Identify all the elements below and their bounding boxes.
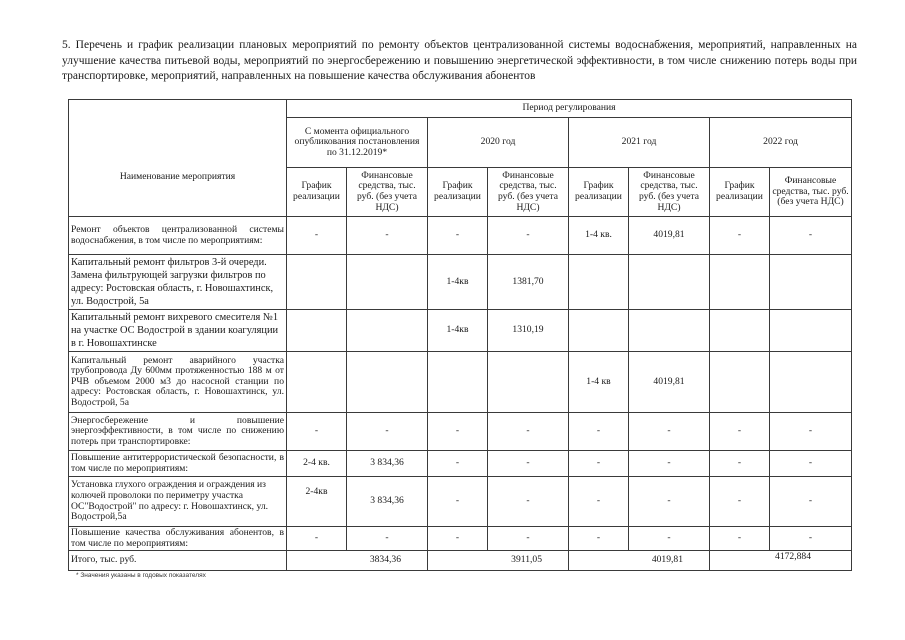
row-name: Капитальный ремонт вихревого смесителя №1 на участке ОС Водострой в здании коагуляции в г. Новошахтинске: [69, 310, 287, 352]
subheader-schedule: График реализации: [287, 168, 347, 217]
cell: 1381,70: [488, 255, 569, 310]
cell: 1-4 кв: [569, 352, 629, 413]
cell: -: [710, 413, 770, 451]
cell: -: [428, 477, 488, 527]
totals-row: [69, 551, 852, 571]
cell: -: [770, 477, 852, 527]
cell: 1-4кв: [428, 310, 488, 352]
cell: -: [428, 451, 488, 477]
cell: [347, 310, 428, 352]
cell: 1-4кв: [428, 255, 488, 310]
cell: [569, 310, 629, 352]
row-name: Энергосбережение и повышение энергоэффективности, в том числе по снижению потерь при транспортировке:: [69, 413, 287, 451]
cell: 1-4 кв.: [569, 217, 629, 255]
cell: -: [287, 413, 347, 451]
table-row: [69, 352, 852, 413]
cell: -: [569, 451, 629, 477]
cell: 3 834,36: [347, 451, 428, 477]
cell: -: [569, 527, 629, 551]
cell: [770, 352, 852, 413]
row-name: Повышение антитеррористической безопасности, в том числе по мероприятиям:: [69, 451, 287, 477]
cell: [287, 255, 347, 310]
cell: -: [488, 217, 569, 255]
subheader-finance: Финансовые средства, тыс. руб. (без учета НДС): [770, 168, 852, 217]
cell: -: [770, 451, 852, 477]
subheader-schedule: График реализации: [569, 168, 629, 217]
total-2021: 4019,81: [569, 551, 710, 571]
subheader-finance: Финансовые средства, тыс. руб. (без учета НДС): [488, 168, 569, 217]
cell: -: [569, 413, 629, 451]
period-header: Период регулирования: [287, 100, 852, 118]
cell: -: [287, 527, 347, 551]
cell: [569, 255, 629, 310]
cell: 1310,19: [488, 310, 569, 352]
cell: -: [428, 527, 488, 551]
cell: -: [629, 451, 710, 477]
table-row: [69, 310, 852, 352]
cell: -: [710, 527, 770, 551]
cell: -: [347, 527, 428, 551]
cell: [347, 255, 428, 310]
row-name: Капитальный ремонт фильтров 3-й очереди. Замена фильтрующей загрузки фильтров по адресу: Ростовская область, г. Новошахтинск, ул. Водострой, 5а: [69, 255, 287, 310]
row-name: Ремонт объектов централизованной системы водоснабжения, в том числе по мероприятиям:: [69, 217, 287, 255]
cell: 2-4кв: [287, 477, 347, 527]
cell: [287, 310, 347, 352]
cell: -: [488, 477, 569, 527]
subheader-finance: Финансовые средства, тыс. руб. (без учета НДС): [347, 168, 428, 217]
total-2022: 4172,884: [710, 551, 852, 571]
cell: -: [629, 527, 710, 551]
cell: 2-4 кв.: [287, 451, 347, 477]
cell: [629, 255, 710, 310]
row-name: Капитальный ремонт аварийного участка трубопровода Ду 600мм протяженностью 188 м от РЧВ объемом 2000 м3 до насосной станции по адресу: Ростовская область, г. Новошахтинск, ул. Водострой, 5а: [69, 352, 287, 413]
period-2021: 2021 год: [569, 118, 710, 168]
period-2019: С момента официального опубликования постановления по 31.12.2019*: [287, 118, 428, 168]
cell: 4019,81: [629, 217, 710, 255]
cell: [710, 352, 770, 413]
cell: -: [770, 413, 852, 451]
cell: -: [287, 217, 347, 255]
table-row: [69, 451, 852, 477]
cell: -: [347, 413, 428, 451]
cell: -: [347, 217, 428, 255]
cell: [710, 310, 770, 352]
cell: -: [428, 217, 488, 255]
period-2020: 2020 год: [428, 118, 569, 168]
cell: -: [710, 217, 770, 255]
cell: [770, 255, 852, 310]
cell: -: [488, 527, 569, 551]
period-2022: 2022 год: [710, 118, 852, 168]
table-row: [69, 255, 852, 310]
total-2019: 3834,36: [287, 551, 428, 571]
cell: [428, 352, 488, 413]
row-name: Установка глухого ограждения и ограждения из колючей проволоки по периметру участка ОС"Водострой" по адресу: г. Новошахтинск, ул. Водострой,5а: [69, 477, 287, 527]
cell: -: [629, 477, 710, 527]
cell: [287, 352, 347, 413]
total-label: Итого, тыс. руб.: [69, 551, 287, 571]
col-name-header: Наименование мероприятия: [69, 100, 287, 217]
row-name: Повышение качества обслуживания абонентов, в том числе по мероприятиям:: [69, 527, 287, 551]
table-row: [69, 217, 852, 255]
cell: -: [710, 477, 770, 527]
cell: -: [770, 217, 852, 255]
cell: [629, 310, 710, 352]
cell: -: [488, 451, 569, 477]
cell: -: [488, 413, 569, 451]
subheader-finance: Финансовые средства, тыс. руб. (без учета НДС): [629, 168, 710, 217]
cell: [710, 255, 770, 310]
cell: [347, 352, 428, 413]
total-2020: 3911,05: [428, 551, 569, 571]
cell: 4019,81: [629, 352, 710, 413]
subheader-schedule: График реализации: [428, 168, 488, 217]
table-row: [69, 477, 852, 527]
cell: 3 834,36: [347, 477, 428, 527]
footnote: * Значения указаны в годовых показателях: [76, 572, 206, 579]
table-row: [69, 527, 852, 551]
cell: -: [770, 527, 852, 551]
cell: -: [569, 477, 629, 527]
activities-table: [68, 99, 852, 571]
cell: [770, 310, 852, 352]
table-row: [69, 413, 852, 451]
cell: -: [629, 413, 710, 451]
section-heading: 5. Перечень и график реализации плановых мероприятий по ремонту объектов централизованной системы водоснабжения, мероприятий, направленных на улучшение качества питьевой воды, мероприятий по энергосбережению и повышению энергетической эффективности, в том числе снижению потерь воды при транспортировке, мероприятий, направленных на повышение качества обслуживания абонентов: [62, 39, 857, 82]
cell: -: [710, 451, 770, 477]
subheader-schedule: График реализации: [710, 168, 770, 217]
cell: [488, 352, 569, 413]
cell: -: [428, 413, 488, 451]
